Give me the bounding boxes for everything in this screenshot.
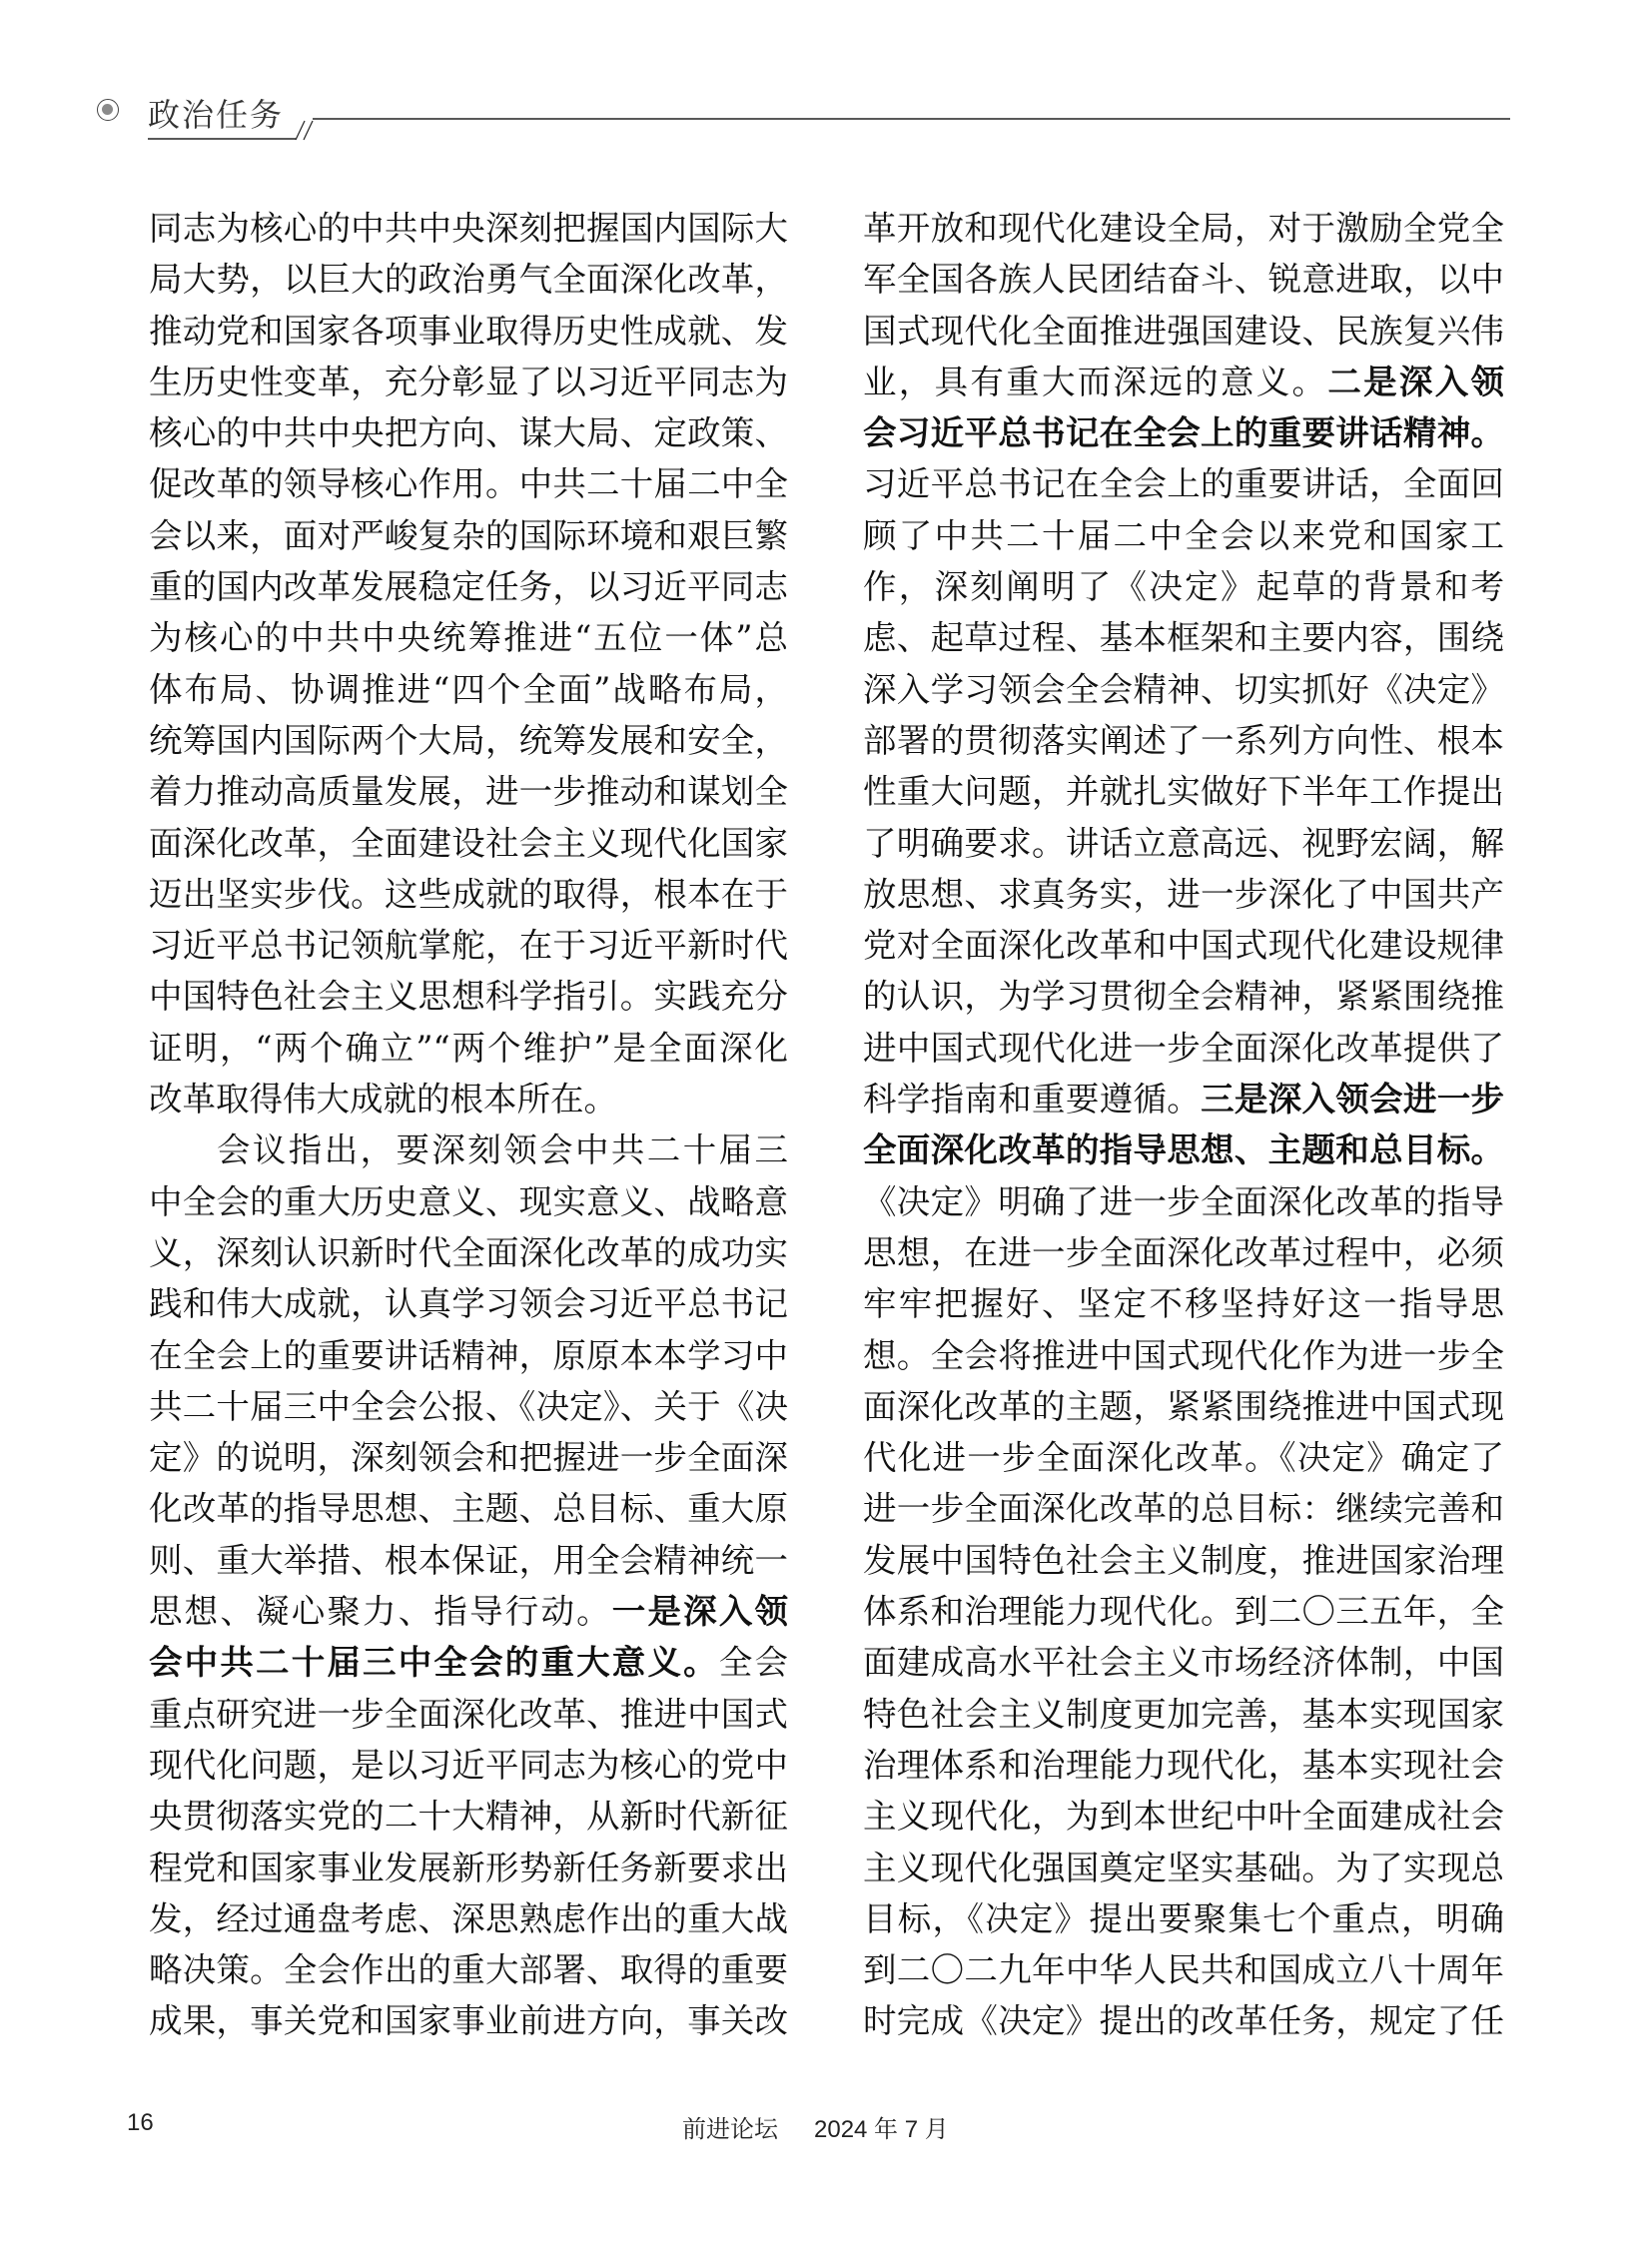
text-line — [863, 1995, 1504, 2046]
text-line — [863, 1893, 1504, 1944]
text-run: 中全会的重大历史意义、现实意义、战略意 — [149, 1181, 788, 1221]
text-line — [149, 971, 788, 1022]
text-run: 主义现代化强国奠定坚实基础。为了实现总 — [863, 1848, 1504, 1887]
header-rule — [0, 0, 1652, 160]
text-run: 治理体系和治理能力现代化，基本实现社会 — [863, 1745, 1504, 1785]
text-run: 思想，在进一步全面深化改革过程中，必须 — [863, 1232, 1504, 1272]
text-line — [149, 1689, 788, 1740]
text-run: 重的国内改革发展稳定任务，以习近平同志 — [149, 567, 788, 607]
text-line — [149, 1637, 788, 1688]
text-line — [863, 1432, 1504, 1483]
text-line — [149, 510, 788, 561]
text-run: 想。全会将推进中国式现代化作为进一步全 — [863, 1335, 1504, 1375]
text-run: 科学指南和重要遵循。 — [863, 1080, 1202, 1120]
bold-run: 会中共二十届三中全会的重大意义。 — [149, 1643, 719, 1683]
text-line — [149, 715, 788, 766]
bold-run: 二是深入领 — [1327, 362, 1505, 401]
text-run: 的认识，为学习贯彻全会精神，紧紧围绕推 — [863, 977, 1504, 1017]
text-run: 践和伟大成就，认真学习领会习近平总书记 — [149, 1284, 788, 1324]
text-line — [149, 1432, 788, 1483]
text-run: 部署的贯彻落实阐述了一系列方向性、根本 — [863, 720, 1504, 760]
text-line — [149, 1535, 788, 1586]
text-line — [863, 1124, 1504, 1175]
text-run: 体布局、协调推进“四个全面”战略布局， — [149, 669, 788, 709]
text-run: 作，深刻阐明了《决定》起草的背景和考 — [863, 567, 1504, 607]
text-line — [149, 612, 788, 663]
text-line — [863, 1535, 1504, 1586]
page-number: 16 — [127, 2109, 154, 2136]
text-run: 性重大问题，并就扎实做好下半年工作提出 — [863, 772, 1504, 812]
text-run: 则、重大举措、根本保证，用全会精神统一 — [149, 1540, 788, 1580]
text-run: 国式现代化全面推进强国建设、民族复兴伟 — [863, 311, 1504, 351]
text-line — [863, 1074, 1504, 1124]
text-line — [149, 1124, 788, 1175]
text-run: 会以来，面对严峻复杂的国际环境和艰巨繁 — [149, 515, 788, 555]
text-line — [149, 1893, 788, 1944]
text-line — [149, 407, 788, 458]
text-line — [149, 869, 788, 920]
text-line — [149, 1995, 788, 2046]
text-line — [149, 254, 788, 305]
text-line — [149, 920, 788, 971]
text-line — [863, 971, 1504, 1022]
text-line — [149, 1330, 788, 1381]
text-run: 虑、起草过程、基本框架和主要内容，围绕 — [863, 618, 1504, 658]
text-run: 深入学习领会全会精神、切实抓好《决定》 — [863, 669, 1504, 709]
text-line — [149, 1381, 788, 1432]
bold-run: 全面深化改革的指导思想、主题和总目标。 — [863, 1130, 1504, 1170]
text-run: 略决策。全会作出的重大部署、取得的重要 — [149, 1950, 788, 1990]
left-column — [149, 203, 788, 2047]
text-line — [149, 1740, 788, 1791]
text-line — [863, 1278, 1504, 1329]
text-line — [149, 1843, 788, 1893]
text-run: 生历史性变革，充分彰显了以习近平同志为 — [149, 362, 788, 401]
text-run: 面深化改革，全面建设社会主义现代化国家 — [149, 823, 788, 863]
text-line — [863, 407, 1504, 458]
issue-date: 2024 年 7 月 — [814, 2116, 949, 2143]
text-run: 业，具有重大而深远的意义。 — [863, 362, 1328, 401]
text-run: 目标，《决定》提出要聚集七个重点，明确 — [863, 1898, 1504, 1938]
text-run: 改革取得伟大成就的根本所在。 — [149, 1080, 617, 1120]
text-run: 义，深刻认识新时代全面深化改革的成功实 — [149, 1232, 788, 1272]
text-line — [863, 715, 1504, 766]
text-line — [149, 1023, 788, 1074]
text-line — [863, 1689, 1504, 1740]
text-run: 革开放和现代化建设全局，对于激励全党全 — [863, 209, 1504, 248]
text-line — [149, 664, 788, 715]
text-line — [863, 1176, 1504, 1227]
text-run: 共二十届三中全会公报、《决定》、关于《决 — [149, 1386, 788, 1426]
text-run: 重点研究进一步全面深化改革、推进中国式 — [149, 1694, 788, 1734]
text-line — [149, 1791, 788, 1842]
text-run: 在全会上的重要讲话精神，原原本本学习中 — [149, 1335, 788, 1375]
bold-run: 会习近平总书记在全会上的重要讲话精神。 — [863, 413, 1504, 453]
text-run: 时完成《决定》提出的改革任务，规定了任 — [863, 2001, 1504, 2041]
text-run: 会议指出，要深刻领会中共二十届三 — [217, 1130, 788, 1170]
text-run: 面深化改革的主题，紧紧围绕推进中国式现 — [863, 1386, 1504, 1426]
text-run: 顾了中共二十届二中全会以来党和国家工 — [863, 515, 1504, 555]
page-footer — [0, 2109, 1652, 2149]
text-line — [863, 510, 1504, 561]
text-run: 为核心的中共中央统筹推进“五位一体”总 — [149, 618, 788, 658]
text-line — [149, 1944, 788, 1995]
text-run: 代化进一步全面深化改革。《决定》确定了 — [863, 1438, 1504, 1478]
right-column — [863, 203, 1504, 2047]
text-line — [149, 203, 788, 254]
text-line — [863, 1740, 1504, 1791]
text-line — [863, 306, 1504, 357]
text-run: 全会 — [718, 1643, 789, 1683]
text-line — [863, 869, 1504, 920]
text-line — [863, 561, 1504, 612]
text-run: 央贯彻落实党的二十大精神，从新时代新征 — [149, 1797, 788, 1837]
bold-run: 三是深入领会进一步 — [1201, 1080, 1505, 1120]
text-line — [863, 1381, 1504, 1432]
text-line — [863, 1843, 1504, 1893]
text-line — [149, 458, 788, 509]
text-line — [863, 1944, 1504, 1995]
section-title: 政治任务 — [148, 96, 285, 134]
text-run: 化改革的指导思想、主题、总目标、重大原 — [149, 1489, 788, 1529]
text-line — [863, 1637, 1504, 1688]
text-line — [863, 1227, 1504, 1278]
text-run: 特色社会主义制度更加完善，基本实现国家 — [863, 1694, 1504, 1734]
text-line — [863, 920, 1504, 971]
text-run: 定》的说明，深刻领会和把握进一步全面深 — [149, 1438, 788, 1478]
text-run: 促改革的领导核心作用。中共二十届二中全 — [149, 464, 788, 504]
text-run: 牢牢把握好、坚定不移坚持好这一指导思 — [863, 1284, 1504, 1324]
text-line — [863, 1023, 1504, 1074]
text-line — [863, 458, 1504, 509]
text-line — [863, 612, 1504, 663]
text-run: 程党和国家事业发展新形势新任务新要求出 — [149, 1848, 788, 1887]
text-line — [149, 306, 788, 357]
text-line — [863, 1586, 1504, 1637]
text-line — [149, 1176, 788, 1227]
bold-run: 一是深入领 — [611, 1592, 789, 1632]
text-run: 到二〇二九年中华人民共和国成立八十周年 — [863, 1950, 1504, 1990]
text-run: 发，经过通盘考虑、深思熟虑作出的重大战 — [149, 1898, 788, 1938]
text-line — [149, 1278, 788, 1329]
text-run: 面建成高水平社会主义市场经济体制，中国 — [863, 1643, 1504, 1683]
text-run: 中国特色社会主义思想科学指引。实践充分 — [149, 977, 788, 1017]
text-run: 着力推动高质量发展，进一步推动和谋划全 — [149, 772, 788, 812]
text-run: 党对全面深化改革和中国式现代化建设规律 — [863, 926, 1504, 966]
text-run: 主义现代化，为到本世纪中叶全面建成社会 — [863, 1797, 1504, 1837]
text-run: 成果，事关党和国家事业前进方向，事关改 — [149, 2001, 788, 2041]
text-run: 发展中国特色社会主义制度，推进国家治理 — [863, 1540, 1504, 1580]
text-line — [863, 1330, 1504, 1381]
text-line — [149, 1074, 788, 1124]
text-run: 了明确要求。讲话立意高远、视野宏阔，解 — [863, 823, 1504, 863]
text-run: 局大势，以巨大的政治勇气全面深化改革， — [149, 260, 788, 300]
text-run: 思想、凝心聚力、指导行动。 — [149, 1592, 612, 1632]
text-line — [863, 203, 1504, 254]
text-line — [863, 766, 1504, 817]
text-run: 同志为核心的中共中央深刻把握国内国际大 — [149, 209, 788, 248]
text-line — [149, 1483, 788, 1534]
text-line — [149, 818, 788, 869]
text-run: 习近平总书记领航掌舵，在于习近平新时代 — [149, 926, 788, 966]
text-run: 核心的中共中央把方向、谋大局、定政策、 — [149, 413, 788, 453]
text-run: 证明，“两个确立”“两个维护”是全面深化 — [149, 1028, 788, 1068]
text-line — [149, 561, 788, 612]
text-line — [863, 357, 1504, 407]
text-run: 现代化问题，是以习近平同志为核心的党中 — [149, 1745, 788, 1785]
text-line — [149, 1227, 788, 1278]
text-run: 《决定》明确了进一步全面深化改革的指导 — [863, 1181, 1504, 1221]
page-header — [0, 0, 1652, 160]
text-run: 放思想、求真务实，进一步深化了中国共产 — [863, 874, 1504, 914]
text-run: 统筹国内国际两个大局，统筹发展和安全， — [149, 720, 788, 760]
text-line — [149, 357, 788, 407]
text-run: 推动党和国家各项事业取得历史性成就、发 — [149, 311, 788, 351]
text-run: 军全国各族人民团结奋斗、锐意进取，以中 — [863, 260, 1504, 300]
text-run: 进中国式现代化进一步全面深化改革提供了 — [863, 1028, 1504, 1068]
text-line — [863, 664, 1504, 715]
text-line — [149, 766, 788, 817]
text-line — [863, 1483, 1504, 1534]
text-run: 进一步全面深化改革的总目标：继续完善和 — [863, 1489, 1504, 1529]
text-run: 迈出坚实步伐。这些成就的取得，根本在于 — [149, 874, 788, 914]
text-run: 体系和治理能力现代化。到二〇三五年，全 — [863, 1592, 1504, 1632]
text-line — [863, 1791, 1504, 1842]
text-line — [149, 1586, 788, 1637]
text-run: 习近平总书记在全会上的重要讲话，全面回 — [863, 464, 1504, 504]
text-line — [863, 818, 1504, 869]
text-line — [863, 254, 1504, 305]
journal-name: 前进论坛 — [682, 2116, 778, 2143]
